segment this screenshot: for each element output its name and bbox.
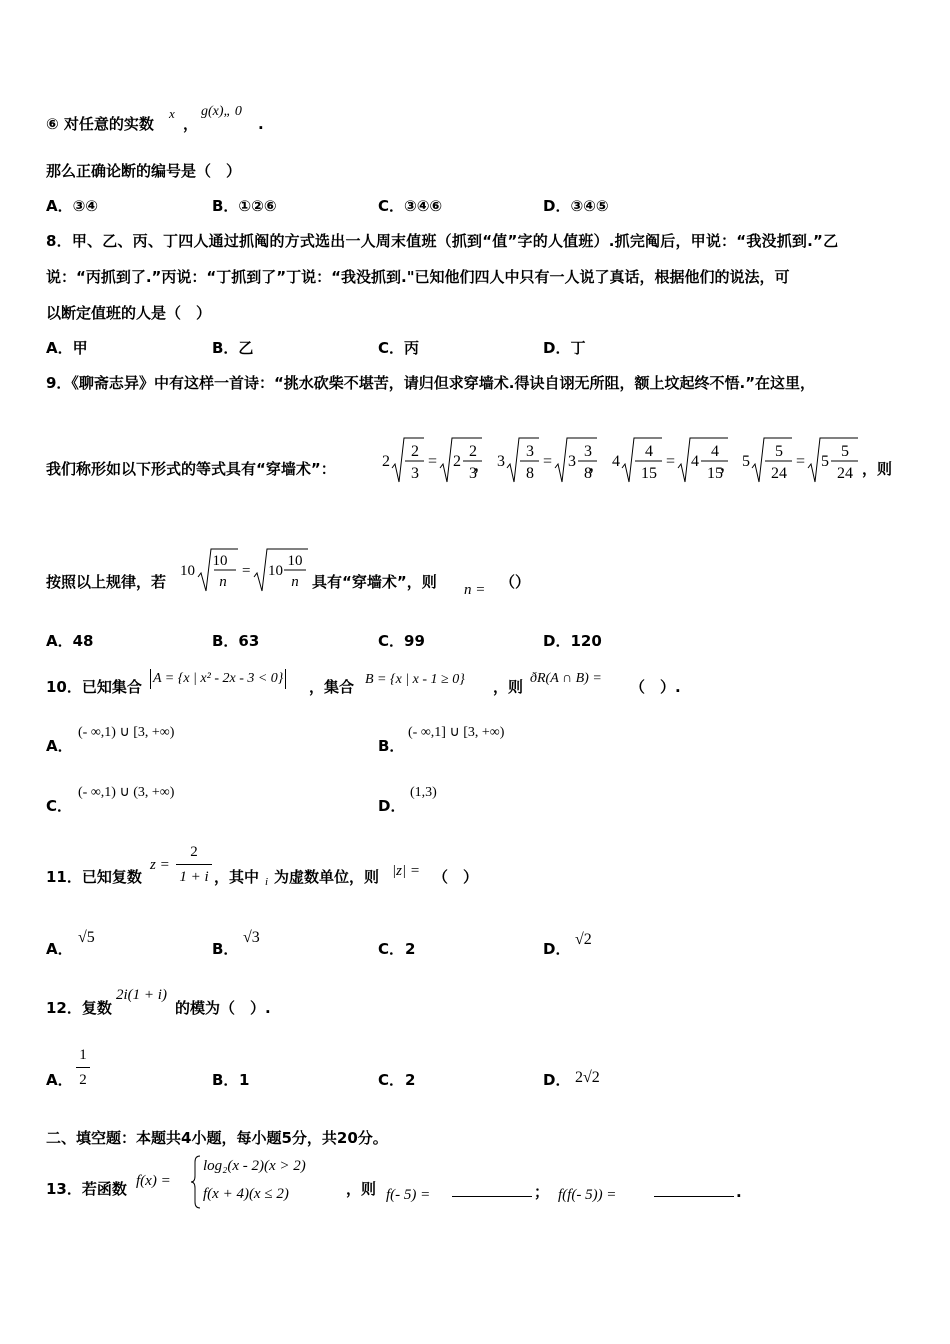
q9-line2-suffix: ，则 [862,460,893,478]
q9-eq-equals: = [666,453,676,470]
q9-eq-sep: ， [474,456,490,474]
q6-var-x: x [169,106,175,121]
q7-option-c: C．③④⑥ [378,197,443,215]
q10-set-a: A = {x | x² - 2x - 3 < 0} [150,669,286,689]
q6-expr: g(x)„ 0 [201,104,242,119]
q8-option-c: C．丙 [378,339,420,357]
q11-option-a-value: √5 [78,929,95,946]
q9-line3-end: （） [500,573,531,591]
q9-line3-k: 10 [180,563,195,579]
q9-option-b: B．63 [212,632,260,650]
q9-eq-sep: ， [720,456,736,474]
q12-option-d-value: 2√2 [575,1069,600,1086]
q9-equation-1 [382,434,490,486]
q9-eq-k-2: 4 [691,453,699,470]
q9-eq-k-2: 3 [568,453,576,470]
q10-mid: ，集合 [309,678,355,696]
q13-q1: f(- 5) = [386,1187,431,1203]
q11-z: z = [150,857,170,873]
q11-prefix: 11．已知复数 [46,868,142,886]
q9-eq-equals: = [428,453,438,470]
q6-end: . [258,115,264,133]
q9-eq-k: 5 [742,453,750,470]
q9-eq-k-2: 2 [453,453,461,470]
q9-eq-k: 2 [382,453,390,470]
q10-option-c-label: C． [46,797,73,815]
section2-title: 二、填空题：本题共4小题，每小题5分，共20分。 [46,1129,388,1147]
q8-line1: 8．甲、乙、丙、丁四人通过抓阄的方式选出一人周末值班（抓到“值”字的人值班）.抓完阄后，甲说：“我没抓到.”乙 [46,232,839,250]
q9-eq-num-2: 2 [469,443,477,460]
q9-line3-den2: n [291,574,299,590]
q12-option-c-label: C． [378,1071,405,1089]
svg-text:=: = [242,563,251,579]
q9-equation-4 [742,434,856,486]
q13-brace [190,1154,202,1210]
q11-abs: |z| = [392,863,420,879]
q9-eq-num: 3 [526,443,534,460]
q9-eq-num-2: 3 [584,443,592,460]
q11-option-b-value: √3 [243,929,260,946]
q9-line3-num: 10 [212,553,228,569]
q9-option-d: D．120 [543,632,602,650]
q6-sep: ， [183,115,199,133]
q9-eq-sep: ， [589,456,605,474]
q11-den: 1 + i [179,869,209,885]
q10-option-d-label: D． [378,797,406,815]
q10-prefix: 10．已知集合 [46,678,142,696]
q12-option-a-num: 1 [79,1047,87,1063]
q13-blank-2[interactable] [654,1196,734,1197]
q9-eq-den: 24 [771,465,787,482]
q9-eq-equals: = [796,453,806,470]
q9-eq-k-2: 5 [821,453,829,470]
q9-eq-den-2: 3 [469,465,477,482]
q7-option-b: B．①②⑥ [212,197,277,215]
q10-set-b: B = {x | x - 1 ≥ 0} [365,672,465,687]
q8-option-a: A．甲 [46,339,88,357]
q12-option-c-value: 2 [405,1071,416,1089]
q9-option-a: A．48 [46,632,94,650]
q7-option-a: A．③④ [46,197,99,215]
q12-expr: 2i(1 + i) [116,987,167,1003]
q9-eq-den: 15 [641,465,657,482]
q9-eq-den: 3 [411,465,419,482]
q13-case1: log₂(x - 2)(x > 2) [203,1158,306,1174]
q9-line3-k2: 10 [268,563,283,579]
q9-line1: 9．《聊斋志异》中有这样一首诗：“挑水砍柴不堪苦，请归但求穿墙术.得诀自诩无所阻，额上坟起终不悟.”在这里， [46,374,816,392]
q9-line3-num2: 10 [287,553,303,569]
q12-option-a-label: A． [46,1071,73,1089]
q10-option-d-value: (1,3) [410,785,437,800]
q9-eq-k: 3 [497,453,505,470]
q9-eq-num-2: 5 [841,443,849,460]
q13-semi: ； [534,1183,550,1201]
q7-option-d: D．③④⑤ [543,197,609,215]
q11-mid2: 为虚数单位，则 [274,868,380,886]
q12-option-a-den: 2 [79,1072,87,1088]
q13-case2: f(x + 4)(x ≤ 2) [203,1186,289,1202]
q11-option-a-label: A． [46,940,73,958]
q10-option-b-label: B． [378,737,405,755]
q10-option-a-value: (- ∞,1) ∪ [3, +∞) [78,725,175,740]
q12-option-d-label: D． [543,1071,571,1089]
q9-eq-equals: = [543,453,553,470]
q8-option-b: B．乙 [212,339,254,357]
q9-line3-mid: 具有“穿墙术”，则 [312,573,437,591]
q11-option-c-value: 2 [405,940,416,958]
q8-option-d: D．丁 [543,339,586,357]
q11-frac-bar [176,864,212,865]
q11-option-d-label: D． [543,940,571,958]
q9-line3-formula [178,545,310,597]
q9-equation-2 [497,434,605,486]
q11-i: i [265,876,269,888]
q9-eq-den-2: 15 [707,465,723,482]
q11-option-c-label: C． [378,940,405,958]
q9-eq-num: 5 [775,443,783,460]
q13-prefix: 13．若函数 [46,1180,127,1198]
q9-eq-num-2: 4 [711,443,719,460]
q11-num: 2 [190,844,198,860]
q10-option-c-value: (- ∞,1) ∪ (3, +∞) [78,785,175,800]
q12-option-b-label: B． [212,1071,239,1089]
q12-option-a-bar [76,1067,90,1068]
q11-mid: ，其中 [214,868,260,886]
q8-line2: 说：“丙抓到了.”丙说：“丁抓到了”丁说：“我没抓到."已知他们四人中只有一人说了真话，根据他们的说法，可 [46,268,790,286]
q9-eq-den: 8 [526,465,534,482]
q9-eq-den-2: 24 [837,465,853,482]
q9-equation-3 [612,434,736,486]
q13-fx: f(x) = [136,1173,171,1189]
q11-end: （ ） [433,868,479,886]
q9-line2-prefix: 我们称形如以下形式的等式具有“穿墙术”： [46,460,336,478]
q10-option-b-value: (- ∞,1] ∪ [3, +∞) [408,725,505,740]
q13-q2: f(f(- 5)) = [558,1187,617,1203]
q9-eq-radical [392,438,424,482]
q10-end: （ ）. [630,678,681,696]
q9-eq-den-2: 8 [584,465,592,482]
q9-line3-den: n [219,574,227,590]
q13-end: . [736,1183,742,1201]
q13-blank-1[interactable] [452,1196,532,1197]
q12-option-b-value: 1 [239,1071,250,1089]
q10-option-a-label: A． [46,737,73,755]
q9-line3-prefix: 按照以上规律，若 [46,573,167,591]
q11-option-b-label: B． [212,940,239,958]
q9-eq-radical [507,438,539,482]
q13-then: ，则 [346,1180,377,1198]
q12-end: 的模为（ ）. [175,999,271,1017]
q9-line3-n: n = [464,582,486,598]
q9-eq-num: 2 [411,443,419,460]
q6-prefix: ⑥ 对任意的实数 [46,115,154,133]
q11-option-d-value: √2 [575,931,592,948]
q10-then: ，则 [493,678,524,696]
q9-eq-num: 4 [645,443,653,460]
q10-expr: ðR(A ∩ B) = [530,671,602,686]
q9-eq-k: 4 [612,453,620,470]
q8-line3: 以断定值班的人是（ ） [46,304,212,322]
q7-prompt: 那么正确论断的编号是（ ） [46,162,242,180]
q9-option-c: C．99 [378,632,425,650]
q12-prefix: 12．复数 [46,999,112,1017]
